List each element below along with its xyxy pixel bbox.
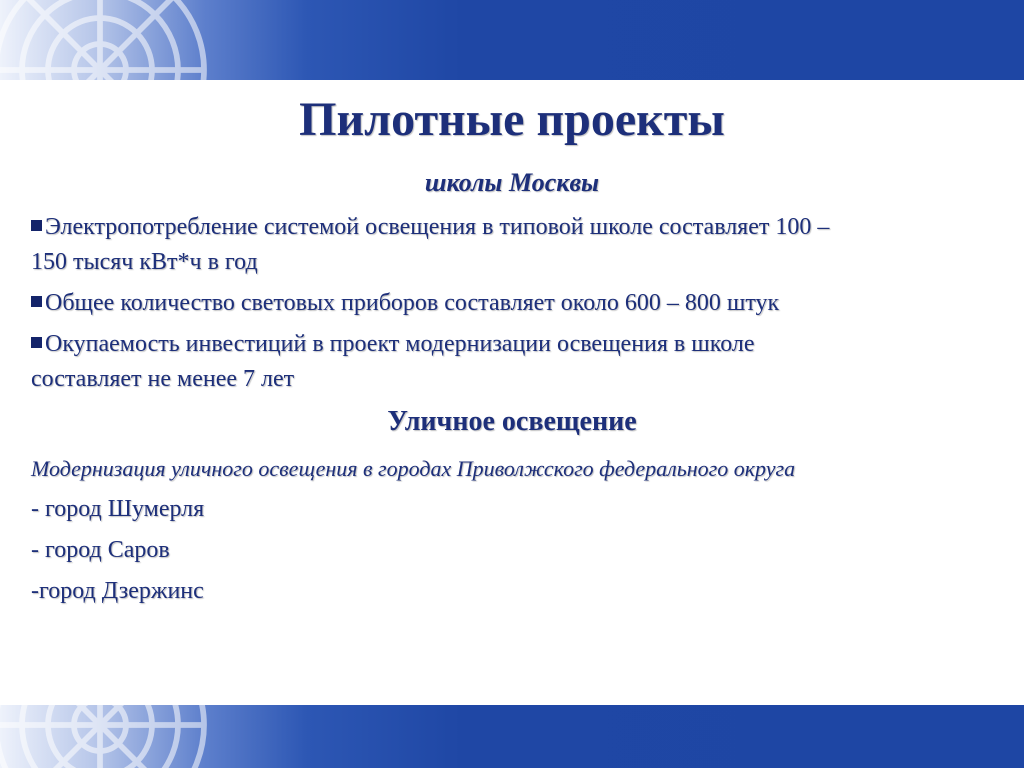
- section-heading: Уличное освещение: [387, 406, 637, 437]
- bullet-text: Окупаемость инвестиций в проект модернизации освещения в школе: [45, 331, 755, 357]
- bullet-item-1-continuation: 150 тысяч кВт*ч в год: [31, 249, 258, 275]
- bullet-square-icon: [31, 220, 42, 231]
- bullet-item-3: [31, 331, 755, 358]
- bullet-square-icon: [31, 337, 42, 348]
- header-band: [0, 0, 1024, 80]
- bullet-text: Электропотребление системой освещения в типовой школе составляет 100 –: [45, 214, 830, 240]
- city-item: - город Саров: [31, 537, 170, 563]
- bullet-square-icon: [31, 296, 42, 307]
- bullet-item-1: [31, 214, 829, 241]
- section-intro: Модернизация уличного освещения в городах Приволжского федерального округа: [31, 456, 796, 481]
- bullet-item-3-continuation: составляет не менее 7 лет: [31, 366, 295, 392]
- un-emblem-icon: [0, 705, 230, 768]
- bullet-item-2: [31, 290, 779, 317]
- bullet-text: Общее количество световых приборов составляет около 600 – 800 штук: [45, 290, 780, 316]
- city-item: - город Шумерля: [31, 496, 205, 522]
- city-item: -город Дзержинс: [31, 578, 204, 604]
- footer-band: [0, 705, 1024, 768]
- un-emblem-icon: [0, 0, 230, 80]
- slide-subtitle: школы Москвы: [424, 168, 600, 197]
- slide-content: [0, 80, 1024, 705]
- slide-title: Пилотные проекты: [299, 93, 725, 146]
